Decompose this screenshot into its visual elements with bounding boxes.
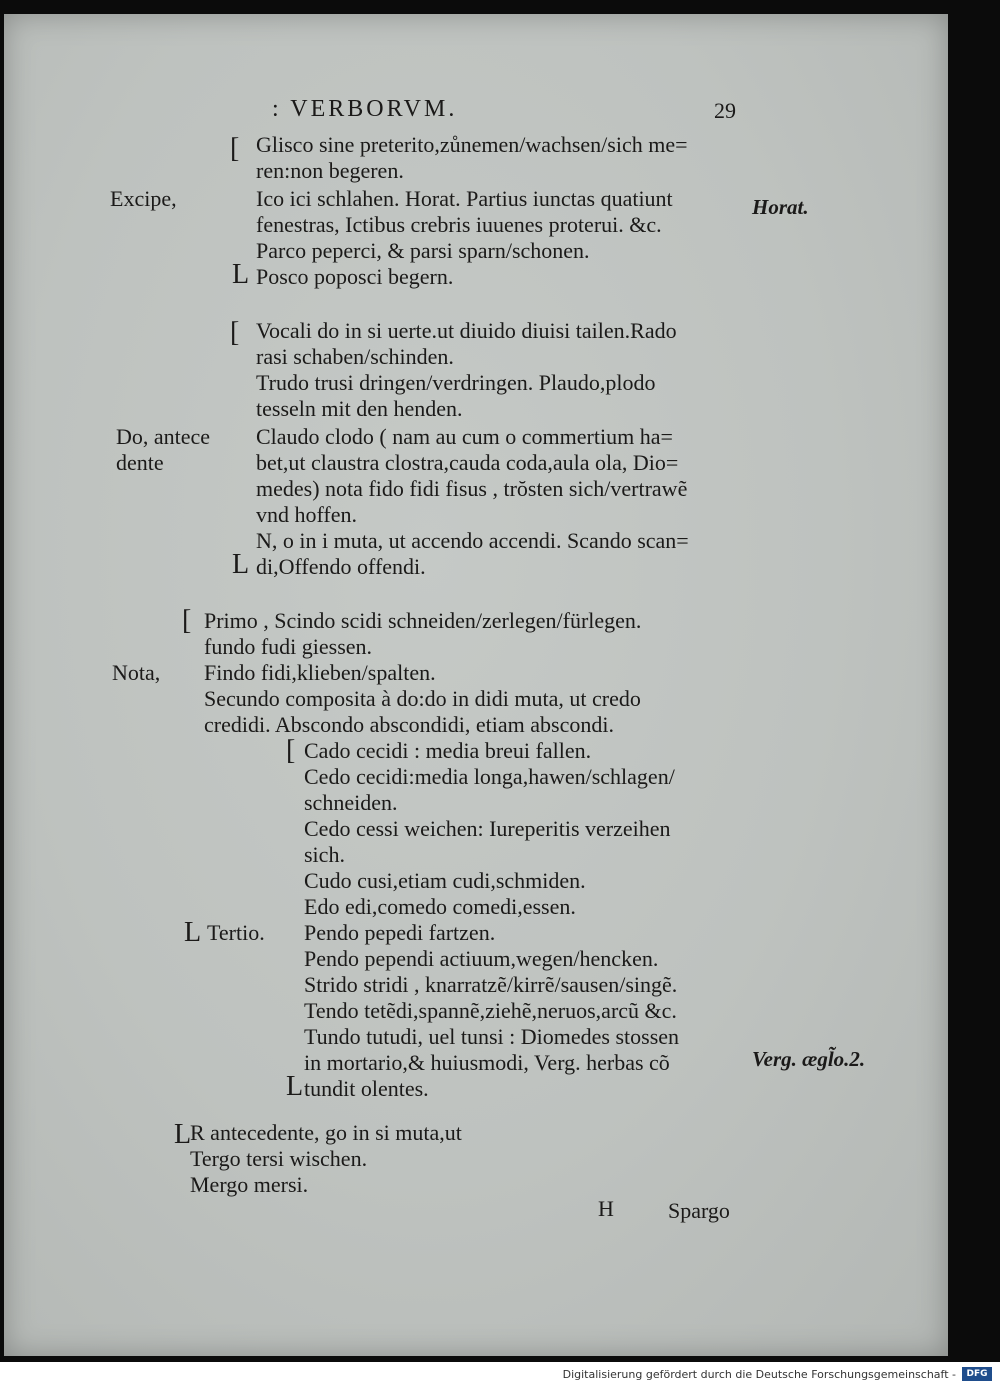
margin-note-horat: Horat.: [752, 195, 809, 219]
text-line: Pendo pepedi fartzen.: [304, 920, 496, 945]
signature-mark: H: [598, 1196, 614, 1221]
footer-credit: Digitalisierung gefördert durch die Deutsche Forschungsgemeinschaft -: [562, 1368, 956, 1381]
open-bracket: [: [286, 735, 296, 766]
text-line: Vocali do in si uerte.ut diuido diuisi tailen.Rado: [256, 318, 677, 343]
text-line: Parco peperci, & parsi sparn/schonen.: [256, 238, 590, 263]
text-line: fundo fudi giessen.: [204, 634, 373, 659]
text-line: Primo , Scindo scidi schneiden/zerlegen/fürlegen.: [204, 608, 642, 633]
text-line: sich.: [304, 842, 345, 867]
margin-note-do-1: Do, antece: [116, 424, 211, 449]
text-line: tundit olentes.: [304, 1076, 429, 1101]
text-line: credidi. Abscondo abscondidi, etiam abscondi.: [204, 712, 614, 737]
text-line: Cado cecidi : media breui fallen.: [304, 738, 592, 763]
text-line: rasi schaben/schinden.: [256, 344, 454, 369]
text-line: Cudo cusi,etiam cudi,schmiden.: [304, 868, 586, 893]
margin-note-excipe: Excipe,: [110, 186, 177, 211]
catchword: Spargo: [668, 1198, 730, 1223]
close-bracket: L: [184, 917, 202, 948]
margin-note-do-2: dente: [116, 450, 164, 475]
text-line: di,Offendo offendi.: [256, 554, 426, 579]
margin-note-verg: Verg. ægl̃o.2.: [752, 1047, 866, 1071]
text-line: ren:non begeren.: [256, 158, 404, 183]
text-line: schneiden.: [304, 790, 398, 815]
text-line: in mortario,& huiusmodi, Verg. herbas cõ: [304, 1050, 670, 1075]
text-line: Trudo trusi dringen/verdringen. Plaudo,plodo: [256, 370, 656, 395]
close-bracket: L: [174, 1119, 192, 1150]
close-bracket: L: [232, 259, 250, 290]
text-line: Tendo tetẽdi,spannẽ,ziehẽ,neruos,arcũ &c.: [304, 998, 677, 1023]
text-line: Claudo clodo ( nam au cum o commertium ha=: [256, 424, 673, 449]
open-bracket: [: [230, 317, 240, 348]
text-line: Mergo mersi.: [190, 1172, 309, 1197]
text-line: medes) nota fido fidi fisus , trŏsten sich/vertrawẽ: [256, 476, 688, 501]
margin-note-tertio: Tertio.: [207, 920, 265, 945]
text-line: N, o in i muta, ut accendo accendi. Scando scan=: [256, 528, 689, 553]
digitization-footer: [0, 1362, 1000, 1389]
text-line: Tergo tersi wischen.: [190, 1146, 368, 1171]
text-line: bet,ut claustra clostra,cauda coda,aula ola, Dio=: [256, 450, 679, 475]
text-line: Cedo cessi weichen: Iureperitis verzeihen: [304, 816, 671, 841]
dfg-logo-icon: DFG: [962, 1367, 992, 1381]
text-line: Findo fidi,klieben/spalten.: [204, 660, 436, 685]
page-number: 29: [714, 98, 736, 123]
running-title: : VERBORVM.: [272, 96, 458, 122]
text-line: vnd hoffen.: [256, 502, 358, 527]
text-line: Strido stridi , knarratzẽ/kirrẽ/sausen/singẽ.: [304, 972, 678, 997]
text-line: Cedo cecidi:media longa,hawen/schlagen/: [304, 764, 675, 789]
text-line: Secundo composita à do:do in didi muta, ut credo: [204, 686, 641, 711]
text-line: Posco poposci begern.: [256, 264, 454, 289]
text-line: Edo edi,comedo comedi,essen.: [304, 894, 576, 919]
text-line: Ico ici schlahen. Horat. Partius iunctas quatiunt: [256, 186, 673, 211]
open-bracket: [: [230, 133, 240, 164]
margin-note-nota: Nota,: [112, 660, 161, 685]
text-line: Tundo tutudi, uel tunsi : Diomedes stossen: [304, 1024, 680, 1049]
close-bracket: L: [232, 549, 250, 580]
text-line: tesseln mit den henden.: [256, 396, 463, 421]
text-line: Glisco sine preterito,zůnemen/wachsen/sich me=: [256, 132, 688, 157]
text-line: Pendo pependi actiuum,wegen/hencken.: [304, 946, 659, 971]
text-line: fenestras, Ictibus crebris iuuenes proterui. &c.: [256, 212, 662, 237]
close-bracket: L: [286, 1071, 304, 1102]
open-bracket: [: [182, 605, 192, 636]
text-line: R antecedente, go in si muta,ut: [190, 1120, 462, 1145]
